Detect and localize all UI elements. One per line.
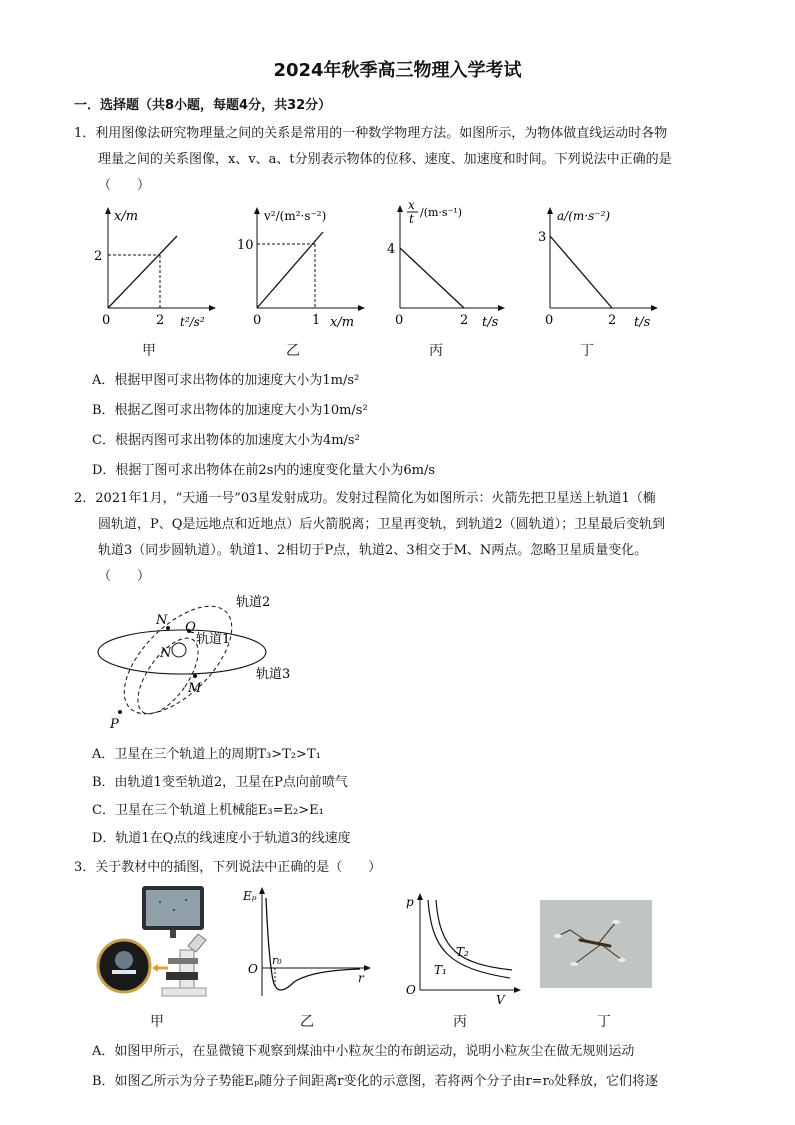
q2-line-3: 轨道3（同步圆轨道）。轨道1、2相切于P点，轨道2、3相交于M、N两点。忽略卫星质量变化。: [98, 543, 648, 558]
graph-ding-ylabel: a/(m·s⁻²): [557, 209, 611, 223]
graph-bing-origin: 0: [395, 313, 404, 328]
graph-ding-ytick: 3: [538, 230, 547, 245]
orbit-label-3: 轨道3: [256, 667, 291, 682]
graph-ding-origin: 0: [545, 313, 554, 328]
earth-icon: [172, 643, 186, 657]
fig-bing-ylabel: p: [406, 895, 414, 909]
graph-bing-ylabel-unit: /(m·s⁻¹): [420, 206, 463, 219]
graph-jia-ylabel: x/m: [114, 209, 139, 224]
orbit-diagram: [88, 586, 298, 736]
fig-bing-origin: O: [406, 983, 416, 997]
graph-bing-ylabel-num: x: [408, 198, 415, 212]
graph-yi-caption: 乙: [286, 343, 300, 359]
section-heading: 一．选择题（共8小题，每题4分，共32分）: [74, 98, 332, 113]
graph-yi-ylabel: v²/(m²·s⁻²): [264, 209, 327, 223]
graph-ding-caption: 丁: [580, 343, 594, 359]
orbit-label-m: M: [188, 681, 202, 696]
q2-option-b: B．由轨道1变至轨道2，卫星在P点向前喷气: [92, 775, 348, 790]
graph-yi-xlabel: x/m: [330, 315, 355, 330]
orbit-label-2: 轨道2: [236, 595, 271, 610]
graph-bing-xlabel: t/s: [482, 315, 499, 330]
q1-line-2: 理量之间的关系图像，x、v、a、t分别表示物体的位移、速度、加速度和时间。下列说法中正确的是: [98, 152, 672, 167]
fig-bing-caption: 丙: [453, 1014, 467, 1030]
graph-bing-ylabel-den: t: [409, 212, 414, 226]
q2-option-d: D．轨道1在Q点的线速度小于轨道3的线速度: [92, 831, 351, 846]
fig-yi-ylabel: Eₚ: [243, 889, 257, 903]
graph-jia-ytick: 2: [94, 249, 103, 264]
isotherm-graph: [400, 890, 525, 1008]
orbit-label-1: 轨道1: [196, 632, 231, 647]
graph-bing: [380, 196, 510, 334]
graph-bing-xtick: 2: [460, 313, 469, 328]
fig-bing-xlabel: V: [496, 993, 505, 1007]
fig-jia-caption: 甲: [150, 1014, 164, 1030]
q1-line-3: （ ）: [98, 178, 151, 193]
graph-yi: [237, 204, 377, 334]
fig-yi-r0: r₀: [272, 954, 282, 967]
q1-option-c: C．根据丙图可求出物体的加速度大小为4m/s²: [92, 433, 360, 448]
q2-line-4: （ ）: [98, 569, 151, 584]
potential-energy-graph: [240, 884, 375, 1004]
fig-yi-caption: 乙: [300, 1014, 314, 1030]
q3-option-b: B．如图乙所示为分子势能Eₚ随分子间距离r变化的示意图，若将两个分子由r=r₀处释放，它们将逐: [92, 1074, 658, 1089]
q2-option-c: C．卫星在三个轨道上机械能E₃=E₂>E₁: [92, 803, 324, 818]
graph-yi-origin: 0: [253, 313, 262, 328]
graph-ding-xlabel: t/s: [634, 315, 651, 330]
fig-yi-origin: O: [248, 962, 258, 976]
fig-yi-xlabel: r: [358, 971, 364, 985]
graph-yi-xtick: 1: [312, 313, 321, 328]
graph-jia-caption: 甲: [142, 343, 156, 359]
graph-bing-caption: 丙: [429, 343, 443, 359]
graph-ding-xtick: 2: [608, 313, 617, 328]
q2-line-2: 圆轨道，P、Q是远地点和近地点）后火箭脱离；卫星再变轨，到轨道2（圆轨道）；卫星最后变轨到: [98, 517, 666, 532]
graph-yi-ytick: 10: [237, 238, 254, 253]
fig-ding-caption: 丁: [597, 1014, 611, 1030]
fig-bing-t1: T₁: [434, 963, 447, 977]
orbit-label-p: P: [110, 717, 119, 732]
orbit-label-n: N: [156, 613, 168, 628]
graph-jia: [88, 204, 228, 334]
q1-option-d: D．根据丁图可求出物体在前2s内的速度变化量大小为6m/s: [92, 463, 436, 478]
fig-bing-t2: T₂: [456, 945, 469, 959]
q2-line-1: 2．2021年1月，“天通一号”03星发射成功。发射过程简化为如图所示：火箭先把卫星送上轨道1（椭: [74, 491, 656, 506]
water-strider-photo: [540, 900, 652, 988]
q1-line-1: 1．利用图像法研究物理量之间的关系是常用的一种数学物理方法。如图所示，为物体做直线运动时各物: [74, 126, 668, 141]
graph-jia-origin: 0: [102, 313, 111, 328]
graph-ding: [530, 204, 670, 334]
page-title: 2024年秋季高三物理入学考试: [273, 60, 522, 81]
graph-bing-ytick: 4: [387, 242, 396, 257]
q3-option-a: A．如图甲所示，在显微镜下观察到煤油中小粒灰尘的布朗运动，说明小粒灰尘在做无规则运动: [92, 1044, 635, 1059]
graph-jia-xlabel: t²/s²: [180, 315, 205, 329]
orbit-label-earth: N: [160, 646, 172, 661]
q1-option-a: A．根据甲图可求出物体的加速度大小为1m/s²: [92, 373, 360, 388]
microscope-image: [96, 884, 221, 1004]
orbit-label-q: Q: [185, 620, 196, 635]
q1-option-b: B．根据乙图可求出物体的加速度大小为10m/s²: [92, 403, 368, 418]
orbit-2: [106, 588, 250, 732]
q2-option-a: A．卫星在三个轨道上的周期T₃>T₂>T₁: [92, 747, 321, 762]
graph-jia-xtick: 2: [156, 313, 165, 328]
q3-line: 3．关于教材中的插图，下列说法中正确的是（ ）: [74, 860, 382, 875]
